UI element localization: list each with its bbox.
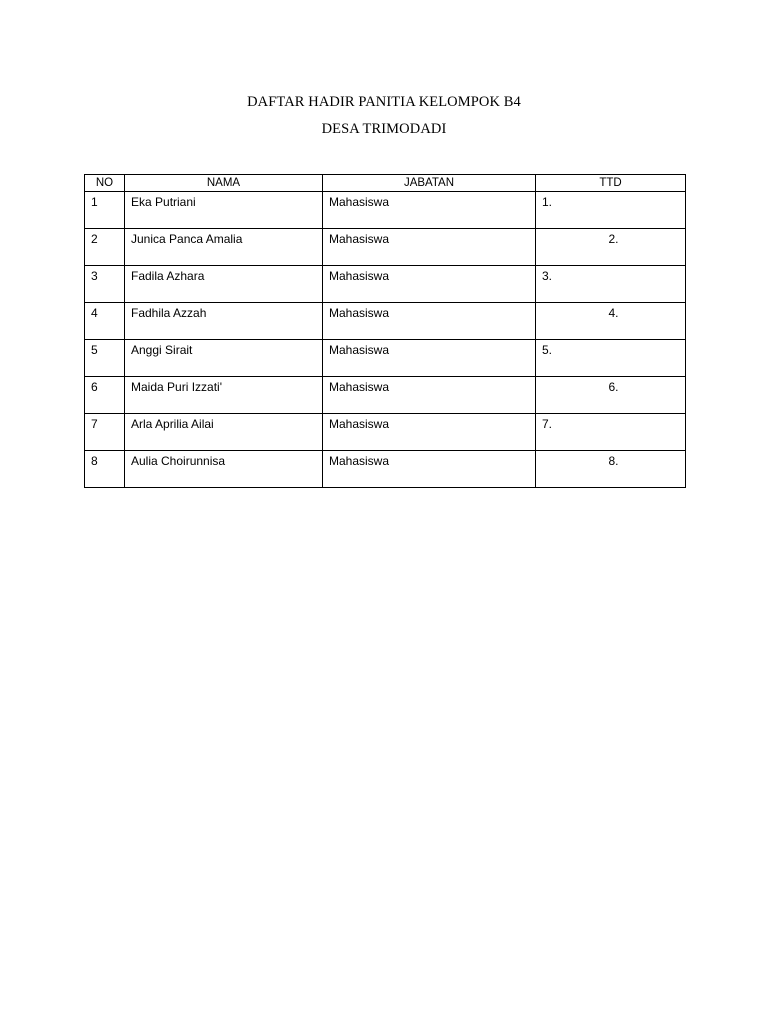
cell-ttd: 6. — [536, 377, 686, 414]
table-row — [85, 414, 686, 451]
cell-nama: Arla Aprilia Ailai — [125, 414, 323, 451]
cell-no: 3 — [85, 266, 125, 303]
cell-nama: Anggi Sirait — [125, 340, 323, 377]
cell-ttd: 1. — [536, 192, 686, 229]
header-no: NO — [85, 175, 125, 192]
cell-no: 6 — [85, 377, 125, 414]
cell-ttd: 3. — [536, 266, 686, 303]
cell-ttd: 5. — [536, 340, 686, 377]
table-row — [85, 192, 686, 229]
table-row — [85, 451, 686, 488]
cell-no: 2 — [85, 229, 125, 266]
cell-ttd: 2. — [536, 229, 686, 266]
cell-no: 4 — [85, 303, 125, 340]
cell-nama: Fadila Azhara — [125, 266, 323, 303]
header-jabatan: JABATAN — [323, 175, 536, 192]
cell-ttd: 4. — [536, 303, 686, 340]
header-nama: NAMA — [125, 175, 323, 192]
cell-no: 1 — [85, 192, 125, 229]
table-row — [85, 340, 686, 377]
attendance-table — [84, 174, 686, 488]
cell-nama: Fadhila Azzah — [125, 303, 323, 340]
table-row — [85, 229, 686, 266]
cell-jabatan: Mahasiswa — [323, 377, 536, 414]
cell-jabatan: Mahasiswa — [323, 451, 536, 488]
document-title: DAFTAR HADIR PANITIA KELOMPOK B4 — [247, 94, 521, 110]
cell-nama: Maida Puri Izzati' — [125, 377, 323, 414]
cell-jabatan: Mahasiswa — [323, 414, 536, 451]
cell-jabatan: Mahasiswa — [323, 192, 536, 229]
cell-nama: Eka Putriani — [125, 192, 323, 229]
table-row — [85, 377, 686, 414]
document-subtitle: DESA TRIMODADI — [321, 121, 447, 137]
header-ttd: TTD — [536, 175, 686, 192]
cell-no: 7 — [85, 414, 125, 451]
table-row — [85, 266, 686, 303]
cell-jabatan: Mahasiswa — [323, 229, 536, 266]
cell-ttd: 7. — [536, 414, 686, 451]
cell-no: 8 — [85, 451, 125, 488]
cell-jabatan: Mahasiswa — [323, 303, 536, 340]
cell-jabatan: Mahasiswa — [323, 340, 536, 377]
table-row — [85, 303, 686, 340]
table-header-row — [85, 175, 686, 192]
cell-ttd: 8. — [536, 451, 686, 488]
cell-nama: Aulia Choirunnisa — [125, 451, 323, 488]
cell-nama: Junica Panca Amalia — [125, 229, 323, 266]
cell-jabatan: Mahasiswa — [323, 266, 536, 303]
cell-no: 5 — [85, 340, 125, 377]
